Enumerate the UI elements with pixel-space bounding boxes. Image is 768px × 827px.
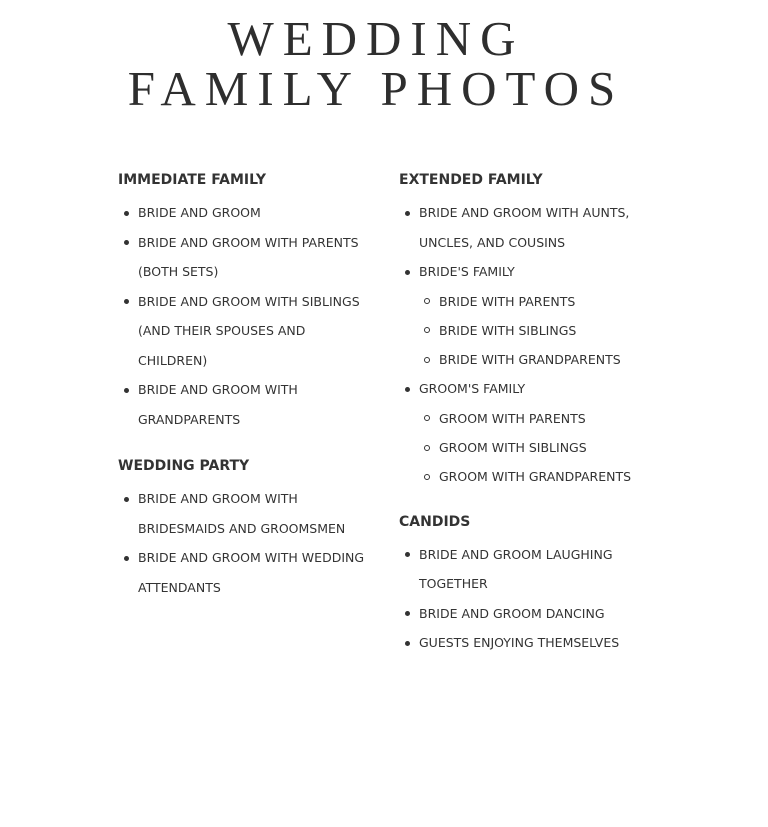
list-item <box>399 599 659 629</box>
page-title <box>0 11 752 116</box>
right-column <box>399 170 659 658</box>
list-item <box>118 228 368 287</box>
candids-heading: CANDIDS <box>399 513 471 530</box>
list-item <box>399 257 659 374</box>
list-item-text: BRIDE AND GROOM WITH GRANDPARENTS <box>138 382 298 427</box>
immediate-family-list <box>118 198 368 434</box>
sub-list-item: BRIDE WITH GRANDPARENTS <box>419 345 659 374</box>
candids-section <box>399 512 659 658</box>
grooms-family-sublist <box>419 404 659 492</box>
list-item-text: BRIDE AND GROOM WITH AUNTS, UNCLES, AND COUSINS <box>419 205 630 250</box>
sub-list-item: BRIDE WITH PARENTS <box>419 287 659 316</box>
list-item-text: GROOM'S FAMILY <box>419 381 526 397</box>
list-item <box>118 543 368 602</box>
list-item <box>118 287 368 376</box>
title-line-1: WEDDING <box>227 11 525 66</box>
list-item <box>399 374 659 491</box>
title-line-2: FAMILY PHOTOS <box>127 61 625 116</box>
wedding-party-section <box>118 456 368 602</box>
wedding-party-list <box>118 484 368 602</box>
list-item-text: BRIDE AND GROOM LAUGHING TOGETHER <box>419 546 613 592</box>
sub-list-item: GROOM WITH PARENTS <box>419 404 659 433</box>
list-item-text: BRIDE'S FAMILY <box>419 264 515 279</box>
list-item <box>118 375 368 434</box>
list-item <box>118 484 368 543</box>
sub-list-item: GROOM WITH SIBLINGS <box>419 433 659 462</box>
extended-family-section <box>399 170 659 492</box>
brides-family-sublist <box>419 287 659 375</box>
list-item-text: BRIDE AND GROOM WITH BRIDESMAIDS AND GROOMSMEN <box>138 491 346 536</box>
list-item-text: BRIDE AND GROOM <box>138 205 261 220</box>
list-item <box>118 198 368 228</box>
sub-list-item: GROOM WITH GRANDPARENTS <box>419 462 659 491</box>
immediate-family-heading: IMMEDIATE FAMILY <box>118 172 267 188</box>
wedding-party-heading: WEDDING PARTY <box>118 458 250 474</box>
list-item-text: BRIDE AND GROOM DANCING <box>419 605 605 621</box>
list-item-text: BRIDE AND GROOM WITH PARENTS (BOTH SETS) <box>138 234 359 279</box>
list-item <box>399 540 659 599</box>
list-item-text: BRIDE AND GROOM WITH SIBLINGS (AND THEIR SPOUSES AND CHILDREN) <box>138 293 360 368</box>
immediate-family-section <box>118 170 368 434</box>
list-item <box>399 628 659 658</box>
list-item-text: GUESTS ENJOYING THEMSELVES <box>419 635 620 651</box>
list-item <box>399 198 659 257</box>
sub-list-item: BRIDE WITH SIBLINGS <box>419 316 659 345</box>
candids-list <box>399 540 659 658</box>
extended-family-list <box>399 198 659 492</box>
extended-family-heading: EXTENDED FAMILY <box>399 172 543 188</box>
left-column <box>118 170 368 602</box>
list-item-text: BRIDE AND GROOM WITH WEDDING ATTENDANTS <box>138 550 365 595</box>
